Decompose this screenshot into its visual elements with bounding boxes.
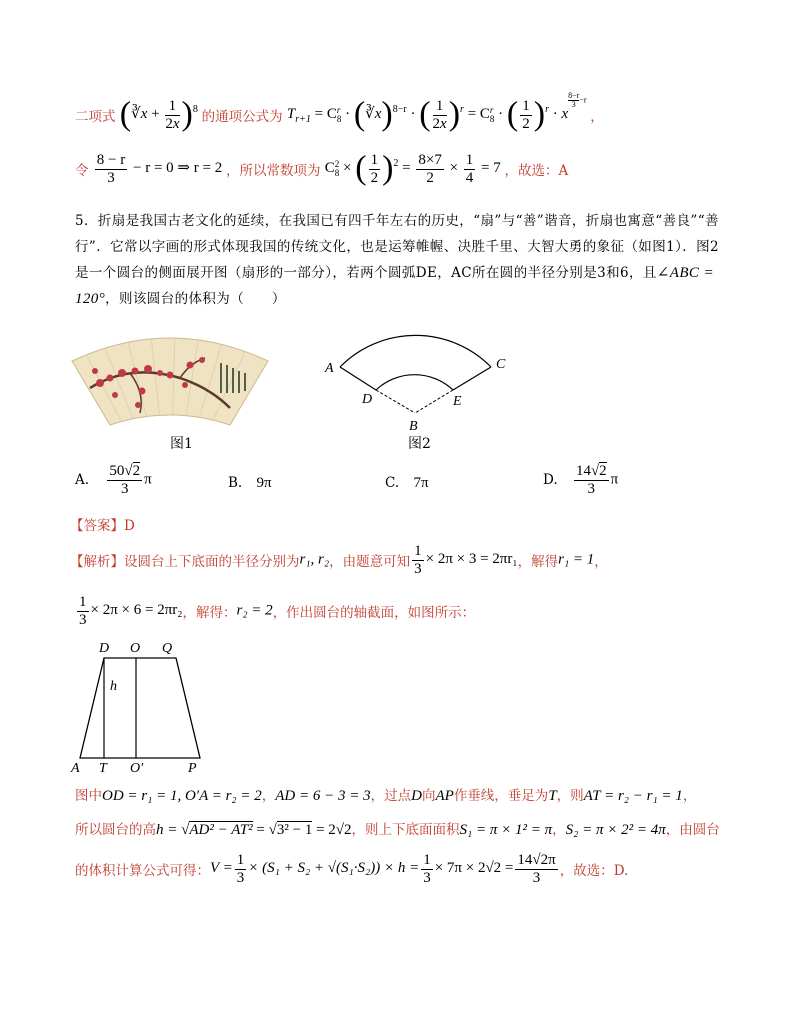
fan-image	[70, 333, 270, 428]
general-term-label: 的通项公式为	[201, 109, 283, 125]
fig2-caption: 图2	[408, 436, 431, 452]
tz-label-D: D	[99, 641, 110, 656]
answer-line	[70, 514, 135, 534]
answer-value: D	[124, 518, 135, 534]
fig1-fan-painting	[70, 333, 270, 428]
label-E: E	[453, 394, 462, 409]
tz-label-O-prime: O′	[130, 761, 144, 776]
binomial-line: 二项式 (∛x + $\frac{1}{2x}$ )$^8$ 的通项公式为 $T_{r+1} = C$ r 8 · (∛x)$^{8-r}$ · ( $\frac{1}{2x}$ )$^r$ = C r 8 · ( $\frac{1}{2}$ )$^r$ · x $\frac{8-r}{3}$ −r ，	[75, 90, 604, 133]
tz-label-O: O	[130, 641, 141, 656]
constant-term-value: C 2 8 × ( $\frac{1}{2}$ )$^2$ = $\frac{8\times 7}{2}$ × $\frac{1}{4}$ = 7	[324, 150, 501, 187]
tz-label-A: A	[71, 761, 80, 776]
analysis-tag: 【解析】	[70, 554, 124, 570]
label-D: D	[362, 392, 373, 407]
question-text: 5．折扇是我国古老文化的延续，在我国已有四千年左右的历史，“扇”与“善”谐音，折扇也寓意“善良”“善行”．它常以字画的形式体现我国的传统文化，也是运筹帷幄、决胜千里、大智大勇的象征（如图1）．图2是一个圆台的侧面展开图（扇形的一部分），若两个圆弧DE，AC所在圆的半径分别是3和6，且	[75, 213, 720, 281]
option-d[interactable]: D. $\frac{14√2}{3}$ π	[543, 463, 619, 497]
label-B: B	[409, 419, 418, 434]
constant-term-formula: $\frac{8 - r}{3}$ − r = 0 ⇒ r = 2	[96, 152, 223, 186]
constant-term-line: 令 $\frac{8 - r}{3}$ − r = 0 ⇒ r = 2 ，所以常数项为 C 2 8 × ( $\frac{1}{2}$ )$^2$ = $\frac{8\times 7}{2}$ × $\frac{1}{4}$ = 7 ，故选：A	[75, 150, 569, 187]
fig1-caption: 图1	[170, 436, 193, 452]
solution-line-2: 所以圆台的高h = √AD² − AT² = √3² − 1 = 2√2，则上下底面面积S₁ = π × 1² = π，S₂ = π × 2² = 4π，由圆台	[75, 822, 720, 838]
binomial-expression: (∛x + $\frac{1}{2x}$ )$^8$	[119, 96, 198, 133]
sector-svg	[320, 320, 520, 435]
analysis-line-2: $\frac{1}{3}$ × 2π × 6 = 2πr₂，解得：r₂ = 2，作出圆台的轴截面，如图所示：	[79, 594, 476, 628]
tz-label-P: P	[188, 761, 197, 776]
trapezoid-svg	[68, 638, 218, 778]
angle-condition: ∠ABC = 120°	[75, 265, 714, 307]
label-A: A	[325, 361, 334, 376]
tz-label-T: T	[99, 761, 107, 776]
analysis-line-1: 【解析】设圆台上下底面的半径分别为r₁, r₂，由题意可知 $\frac{1}{3}$ × 2π × 3 = 2πr₁，解得r₁ = 1，	[70, 543, 608, 577]
fig2-sector-diagram	[320, 320, 520, 435]
answer-tag: 【答案】	[70, 518, 124, 534]
general-term-formula: $T_{r+1} = C$ r 8 · (∛x)$^{8-r}$ · ( $\frac{1}{2x}$ )$^r$ = C r 8 · ( $\frac{1}{2}$ )$^r$ · x $\frac{8-r}{3}$ −r	[286, 90, 587, 133]
tz-label-Q: Q	[162, 641, 173, 656]
option-c[interactable]: C. 7π	[385, 475, 429, 491]
option-b[interactable]: B. 9π	[228, 475, 272, 491]
question-5: 5．折扇是我国古老文化的延续，在我国已有四千年左右的历史，“扇”与“善”谐音，折扇也寓意“善良”“善行”．它常以字画的形式体现我国的传统文化，也是运筹帷幄、决胜千里、大智大勇的象征（如图1）．图2是一个圆台的侧面展开图（扇形的一部分），若两个圆弧DE，AC所在圆的半径分别是3和6，且∠ABC = 120°，则该圆台的体积为（ ）	[75, 213, 720, 307]
option-a[interactable]: A. $\frac{50√2}{3}$ π	[75, 463, 152, 497]
trapezoid-figure	[68, 638, 218, 778]
binomial-prefix: 二项式	[75, 109, 116, 125]
tz-label-h: h	[110, 679, 117, 694]
solution-line-1: 图中OD = r₁ = 1, O′A = r₂ = 2，AD = 6 − 3 = 3，过点D向AP作垂线，垂足为T，则AT = r₂ − r₁ = 1，	[75, 788, 697, 804]
label-C: C	[496, 357, 506, 372]
solution-line-3: 的体积计算公式可得：V = $\frac{1}{3}$ × (S₁ + S₂ + √(S₁·S₂)) × h = $\frac{1}{3}$ × 7π × 2√2 = $\frac{14√2\pi}{3}$ ，故选：D.	[75, 852, 629, 886]
